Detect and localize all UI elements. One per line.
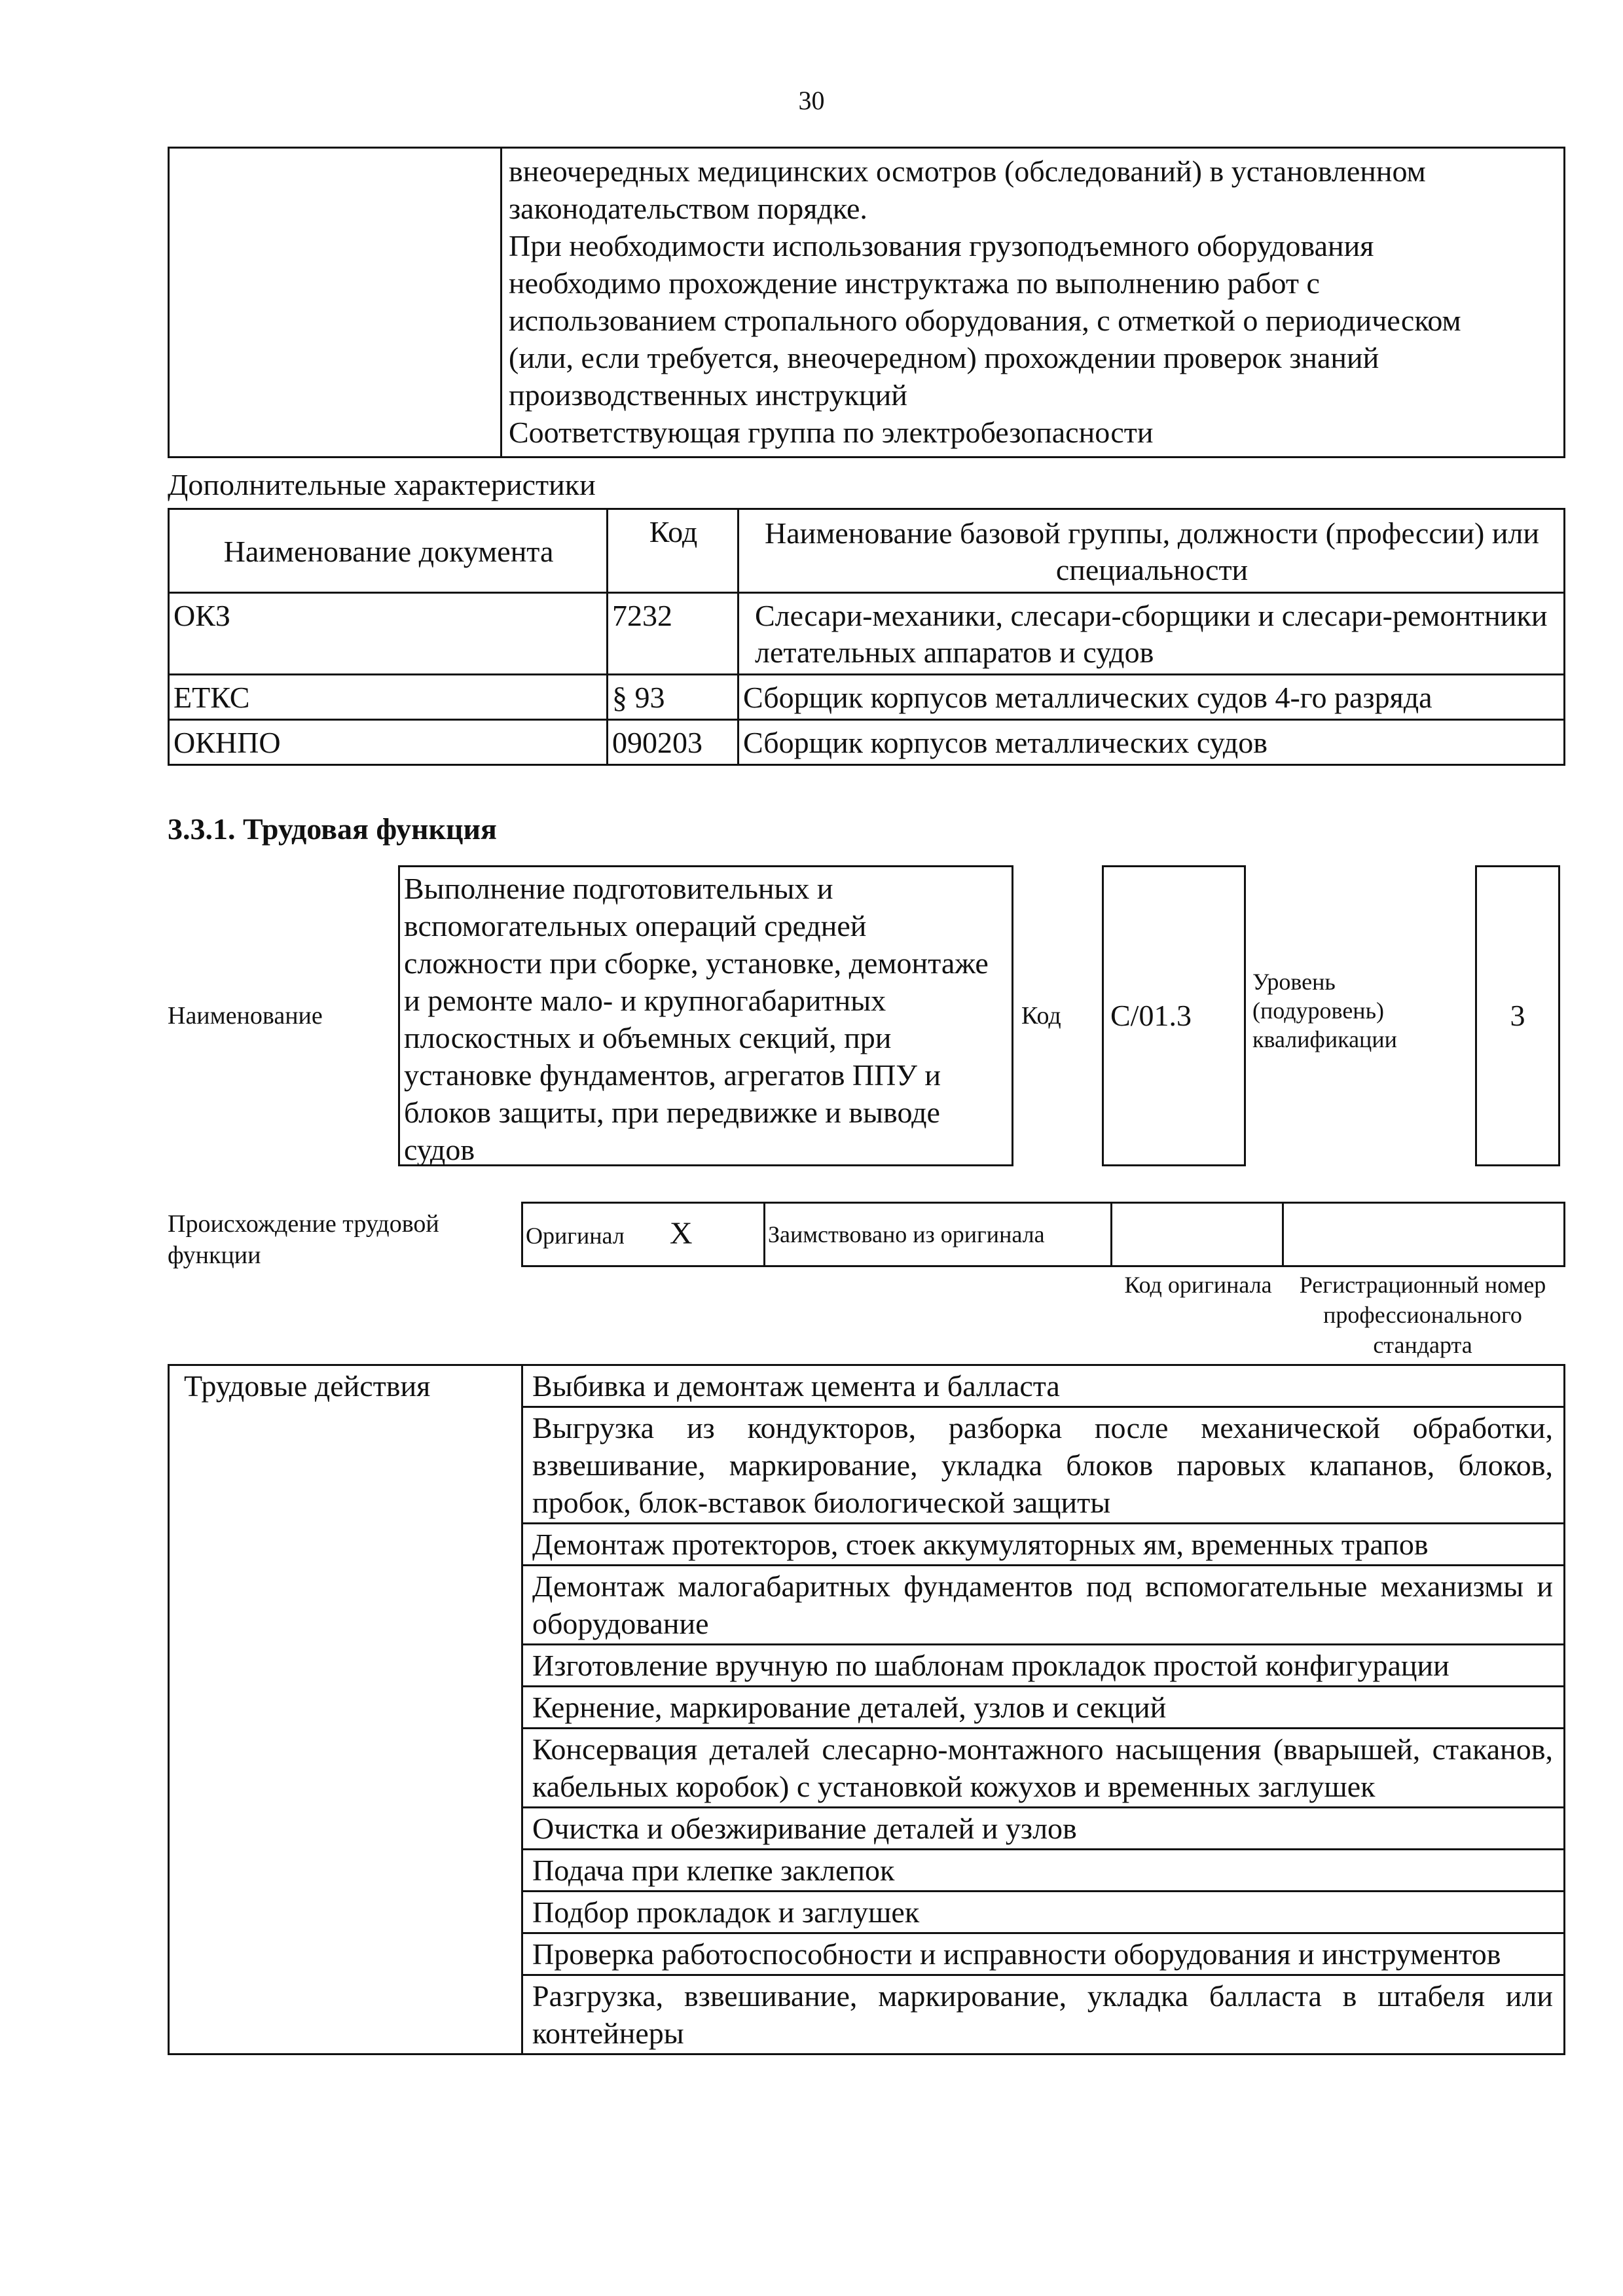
table-cell: 090203 [608,720,739,765]
original-mark: X [669,1215,693,1251]
extra-characteristics-title: Дополнительные характеристики [168,468,596,501]
table-cell: Слесари-механики, слесари-сборщики и слесари-ремонтники летательных аппаратов и судов [739,593,1565,675]
header-doc: Наименование документа [169,509,608,593]
requirements-line: При необходимости использования грузоподъемного оборудования [509,229,1374,262]
function-name-box: Выполнение подготовительных и вспомогательных операций средней сложности при сборке, установке, демонтаже и ремонте мало- и крупногабаритных плоскостных и объемных секций, при установке фундаментов, агрегатов ППУ и блоков защиты, при передвижке и выводе судов [398,865,1013,1166]
action-item: Выгрузка из кондукторов, разборка после механической обработки, взвешивание, маркирование, укладка блоков паровых клапанов, блоков, пробок, блок-вставок биологической защиты [522,1407,1565,1524]
action-item: Выбивка и демонтаж цемента и балласта [522,1365,1565,1407]
registration-caption: Регистрационный номер профессионального стандарта [1299,1272,1546,1358]
action-item: Подбор прокладок и заглушек [522,1892,1565,1933]
action-item: Проверка работоспособности и исправности оборудования и инструментов [522,1933,1565,1975]
action-item: Очистка и обезжиривание деталей и узлов [522,1808,1565,1850]
labor-actions-table [168,1364,1565,2055]
header-name: Наименование базовой группы, должности (профессии) или специальности [739,509,1565,593]
function-code-value: С/01.3 [1110,999,1192,1032]
requirements-empty-cell [169,148,501,457]
section-title: 3.3.1. Трудовая функция [168,812,497,846]
requirements-table [168,147,1565,458]
name-label: Наименование [168,1002,323,1030]
table-cell: ОКЗ [169,593,608,675]
action-item: Изготовление вручную по шаблонам прокладок простой конфигурации [522,1645,1565,1687]
borrowed-cell: Заимствовано из оригинала [765,1203,1112,1266]
code-caption: Код оригинала [1124,1272,1272,1298]
table-cell: Сборщик корпусов металлических судов 4-го разряда [739,675,1565,720]
page-number: 30 [798,86,825,115]
function-code-box [1102,865,1246,1166]
original-code-cell [1112,1203,1283,1266]
qualification-level-box [1475,865,1560,1166]
labor-actions-label: Трудовые действия [169,1365,522,2054]
action-item: Разгрузка, взвешивание, маркирование, укладка балласта в штабеля или контейнеры [522,1975,1565,2054]
original-cell [522,1203,765,1266]
requirements-line: использованием стропального оборудования, с отметкой о периодическом [509,304,1461,337]
requirements-line: Соответствующая группа по электробезопасности [509,416,1154,449]
registration-number-cell [1283,1203,1565,1266]
table-cell: ЕТКС [169,675,608,720]
action-item: Консервация деталей слесарно-монтажного насыщения (вварышей, стаканов, кабельных коробок) с установкой кожухов и временных заглушек [522,1729,1565,1808]
origin-label: Происхождение трудовой функции [168,1210,439,1269]
requirements-line: законодательством порядке. [509,192,867,225]
qualification-level-value: 3 [1510,999,1525,1032]
table-cell: Сборщик корпусов металлических судов [739,720,1565,765]
table-cell: § 93 [608,675,739,720]
code-label: Код [1021,1002,1061,1030]
action-item: Подача при клепке заклепок [522,1850,1565,1892]
original-label: Оригинал [526,1222,625,1249]
requirements-line: производственных инструкций [509,378,907,412]
requirements-line: (или, если требуется, внеочередном) прохождении проверок знаний [509,341,1379,374]
action-item: Кернение, маркирование деталей, узлов и секций [522,1687,1565,1729]
table-cell: 7232 [608,593,739,675]
table-cell: ОКНПО [169,720,608,765]
action-item: Демонтаж малогабаритных фундаментов под вспомогательные механизмы и оборудование [522,1566,1565,1645]
extra-characteristics-table [168,508,1565,766]
requirements-text-cell [501,148,1565,457]
requirements-line: необходимо прохождение инструктажа по выполнению работ с [509,266,1320,300]
header-code: Код [608,509,739,593]
requirements-line: внеочередных медицинских осмотров (обследований) в установленном [509,154,1426,188]
origin-table [521,1202,1565,1267]
action-item: Демонтаж протекторов, стоек аккумуляторных ям, временных трапов [522,1524,1565,1566]
level-label: Уровень (подуровень) квалификации [1252,969,1397,1052]
